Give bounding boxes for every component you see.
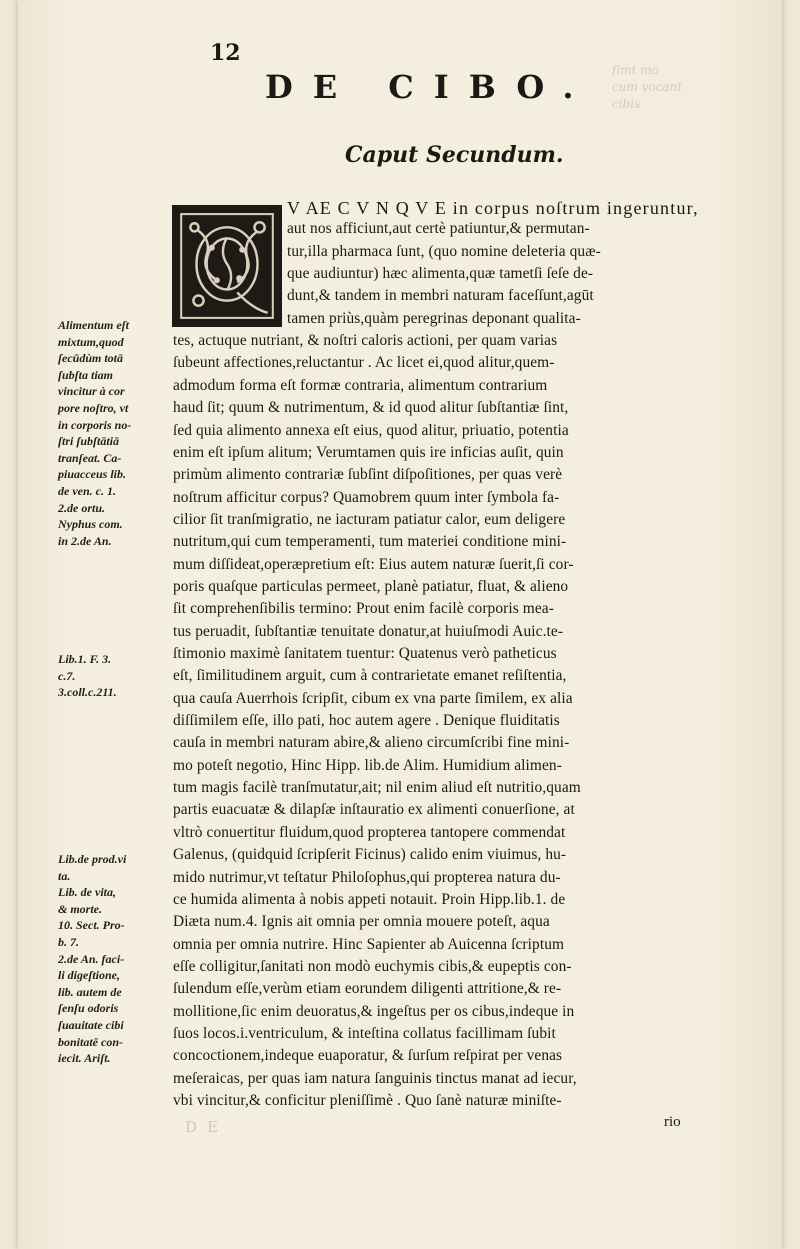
- text-line: eſt, ſimilitudinem arguit, cum à contrarietate emanet reſiſtentia,: [173, 667, 567, 685]
- text-line: vltrò conuertitur fluidum,quod propterea tantopere commendat: [173, 823, 566, 841]
- text-line: mido nutrimur,vt teſtatur Philoſophus,qui propterea natura du-: [173, 868, 561, 886]
- text-line: poris quaſque particulas permeet, planè patiatur, fluat, & alieno: [173, 577, 569, 595]
- text-line: mum diſſideat,operæpretium eſt: Eius autem naturæ ſuerit,ſi cor-: [173, 555, 574, 573]
- text-line: ſulendum eſſe,verùm etiam eorundem diligenti attritione,& re-: [173, 980, 562, 998]
- text-line: ſit comprehenſibilis termino: Prout enim facilè corporis mea-: [173, 600, 554, 618]
- margin-note-line: li digeſtione,: [58, 968, 120, 983]
- margin-note-line: 2.de An. faci-: [58, 951, 125, 966]
- text-line: ſtimonio maximè ſanitatem tuentur: Quatenus verò patheticus: [173, 645, 557, 662]
- margin-note-line: Lib.1. F. 3.: [58, 652, 112, 666]
- text-line: Galenus, (quidquid ſcripſerit Ficinus) calido enim viuimus, hu-: [173, 846, 567, 864]
- margin-note-line: vincitur à cor: [58, 384, 125, 399]
- margin-note-line: 2.de ortu.: [58, 500, 106, 515]
- margin-note-line: lib. autem de: [58, 984, 122, 999]
- bleed-through-bottom: DE: [185, 1118, 228, 1136]
- margin-note-line: & morte.: [58, 901, 102, 916]
- margin-note-line: in 2.de An.: [58, 533, 112, 548]
- text-line: que audiuntur) hæc alimenta,quæ tametſi ſeſe de-: [287, 265, 594, 283]
- text-line: ce humida alimenta à nobis appeti notauit. Proin Hipp.lib.1. de: [173, 890, 566, 908]
- decorated-initial-q: [172, 205, 282, 327]
- text-line: tur,illa pharmaca ſunt, (quo nomine deleteria quæ-: [287, 242, 601, 260]
- margin-note-line: ſenſu odoris: [58, 1001, 119, 1016]
- margin-note-line: ſecūdùm totā: [58, 351, 123, 366]
- text-line: diſſimilem eſſe, illo pati, hoc autem agere . Denique fluiditatis: [173, 712, 560, 730]
- margin-note-line: bonitatē con-: [58, 1034, 123, 1049]
- text-line: enim eſt ipſum alitum; Verumtamen quis ire inficias auſit, quin: [173, 443, 564, 461]
- page-number: 12: [210, 40, 241, 66]
- margin-note-line: Lib. de vita,: [58, 885, 116, 900]
- margin-note-line: de ven. c. 1.: [58, 484, 116, 498]
- margin-note-line: Alimentum eſt: [58, 318, 130, 332]
- text-line: cauſa in membri naturam abire,& alieno circumſcribi fine mini-: [173, 734, 570, 752]
- margin-note-line: ta.: [58, 868, 71, 883]
- ornament-icon: [176, 209, 278, 323]
- text-line: ſuos locos.i.ventriculum, & inteſtina collatus facillimam ſubit: [173, 1024, 556, 1042]
- text-line: nutritum,qui cum temperamenti, tum materiei conditione mini-: [173, 533, 567, 551]
- margin-note-line: pore noſtro, vt: [58, 401, 129, 415]
- margin-note-line: 3.coll.c.211.: [58, 685, 117, 700]
- running-head: DE CIBO.: [265, 68, 594, 106]
- margin-note-line: mixtum,quod: [58, 334, 124, 349]
- catchword: rio: [664, 1114, 681, 1130]
- text-line: vbi vincitur,& conficitur pleniſſimè . Quo ſanè naturæ miniſte-: [173, 1092, 562, 1109]
- margin-note-line: iecit. Ariſt.: [58, 1051, 111, 1066]
- margin-note-line: piuacceus lib.: [58, 467, 126, 482]
- text-line: partis euacuatæ & dilapſæ inſtauratio ex alimenti conuerſione, at: [173, 801, 575, 819]
- text-line: qua cauſa Auerrhois ſcripſit, cibum ex vna parte ſimilem, ex alia: [173, 689, 573, 707]
- margin-note-line: Lib.de prod.vi: [58, 852, 127, 866]
- text-line: V AE C V N Q V E in corpus noſtrum ingeruntur,: [287, 198, 699, 218]
- bleed-line: cibis: [612, 97, 641, 111]
- margin-note-line: c.7.: [58, 668, 76, 683]
- text-line: dunt,& tandem in membri naturam faceſſunt,agūt: [287, 287, 594, 305]
- margin-note-line: in corporis no-: [58, 417, 132, 432]
- text-line: tus peruadit, ſubſtantiæ tenuitate donatur,at huiuſmodi Auic.te-: [173, 622, 564, 640]
- text-line: concoctionem,indeque euaporatur, & ſurſum reſpirat per venas: [173, 1047, 563, 1065]
- text-line: omnia per omnia nutrire. Hinc Sapienter ab Auicenna ſcriptum: [173, 935, 565, 953]
- chapter-title: Caput Secundum.: [345, 142, 564, 168]
- text-line: cilior ſit tranſmigratio, ne iacturam patiatur calor, eum deligere: [173, 510, 566, 528]
- text-line: mo poteſt negotio, Hinc Hipp. lib.de Alim. Humidium alimen-: [173, 756, 562, 774]
- text-line: ſed quia alimento annexa eſt eius, quod alitur, priuatio, potentia: [173, 421, 569, 439]
- text-line: ſubeunt affectiones,reluctantur . Ac licet ei,quod alitur,quem-: [173, 354, 555, 372]
- text-line: tes, actuque nutriant, & noſtri caloris actioni, per quam varias: [173, 332, 558, 350]
- margin-note-line: b. 7.: [58, 935, 79, 949]
- bleed-line: ſimt mo: [612, 63, 659, 77]
- text-line: eſſe colligitur,ſanitati non modò euchymis cibis,& eupeptis con-: [173, 957, 572, 975]
- margin-note-line: tranſeat. Ca-: [58, 450, 122, 465]
- text-line: meſeraicas, per quas iam natura ſanguinis tinctus manat ad iecur,: [173, 1069, 577, 1087]
- margin-note-line: ſtri ſubſtātiā: [58, 434, 120, 449]
- margin-note-line: ſubſta tiam: [58, 367, 114, 382]
- margin-note-line: Nyphus com.: [58, 517, 123, 532]
- text-line: mollitione,ſic enim deuoratus,& ingeſtus per os cibus,indeque in: [173, 1002, 575, 1020]
- text-line: primùm alimento contrariæ ſubſint diſpoſitiones, per quas verè: [173, 466, 563, 484]
- text-line: admodum forma eſt formæ contraria, alimentum contrarium: [173, 376, 548, 394]
- text-line: Diæta num.4. Ignis ait omnia per omnia mouere poteſt, aqua: [173, 913, 550, 931]
- text-line: aut nos afficiunt,aut certè patiuntur,& permutan-: [287, 220, 590, 238]
- text-line: tum magis facilè tranſmutatur,ait; nil enim aliud eſt nutritio,quam: [173, 779, 581, 797]
- margin-note-line: 10. Sect. Pro-: [58, 918, 125, 933]
- text-line: haud ſit; quum & nutrimentum, & id quod alitur ſubſtantiæ ſint,: [173, 399, 569, 417]
- text-line: noſtrum afficitur corpus? Quamobrem quum inter ſymbola fa-: [173, 488, 560, 506]
- margin-note-line: ſuauitate cibi: [58, 1018, 124, 1032]
- bleed-line: cum vocant: [612, 80, 683, 94]
- text-line: tamen priùs,quàm peregrinas deponant qualita-: [287, 309, 581, 327]
